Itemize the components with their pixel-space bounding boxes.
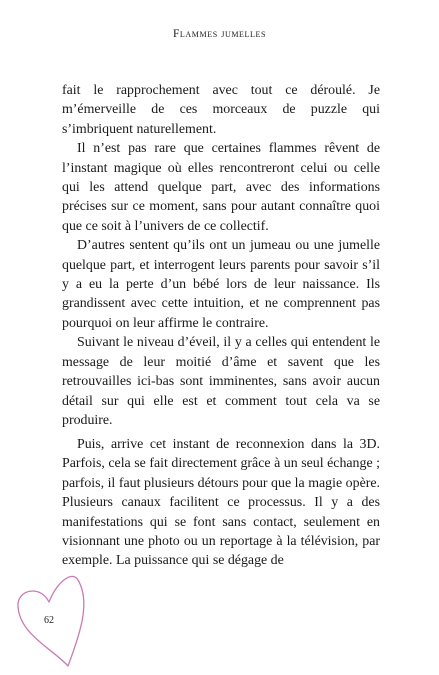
running-header: Flammes jumelles [172, 28, 267, 40]
paragraph: fait le rapprochement avec tout ce déroulé. Je m’émerveille de ces morceaux de puzzle qui s’imbriquent naturellement. [62, 83, 380, 137]
text-section-1 [62, 81, 380, 430]
text-section-2 [62, 435, 380, 571]
paragraph: D’autres sentent qu’ils ont un jumeau ou une jumelle quelque part, et interrogent leurs parents pour savoir s’il y a eu la perte d’un bébé lors de leur naissance. Ils grandissent avec cette intuition, et ne comprennent pas pourquoi on leur affirme le contraire. [62, 238, 380, 331]
paragraph: Suivant le niveau d’éveil, il y a celles qui entendent le message de leur moitié d’âme et savent que les retrouvailles ici-bas sont imminentes, sans avoir aucun détail sur qui elle est et comment tout cela va se produire. [62, 335, 380, 428]
paragraph: Il n’est pas rare que certaines flammes rêvent de l’instant magique où elles rencontreront celui ou celle qui les attend quelque part, avec des informations précises sur ce moment, sans pour autant connaître quoi que ce soit à l’univers de ce collectif. [62, 141, 380, 234]
paragraph: Puis, arrive cet instant de reconnexion dans la 3D. Parfois, cela se fait directement grâce à un seul échange ; parfois, il faut plusieurs détours pour que la magie opère. Plusieurs canaux facilitent ce processus. Il y a des manifestations qui se font sans contact, seulement en visionnant une photo ou un reportage à la télévision, par exemple. La puissance qui se dégage de [62, 437, 380, 569]
page-number: 62 [44, 615, 54, 626]
